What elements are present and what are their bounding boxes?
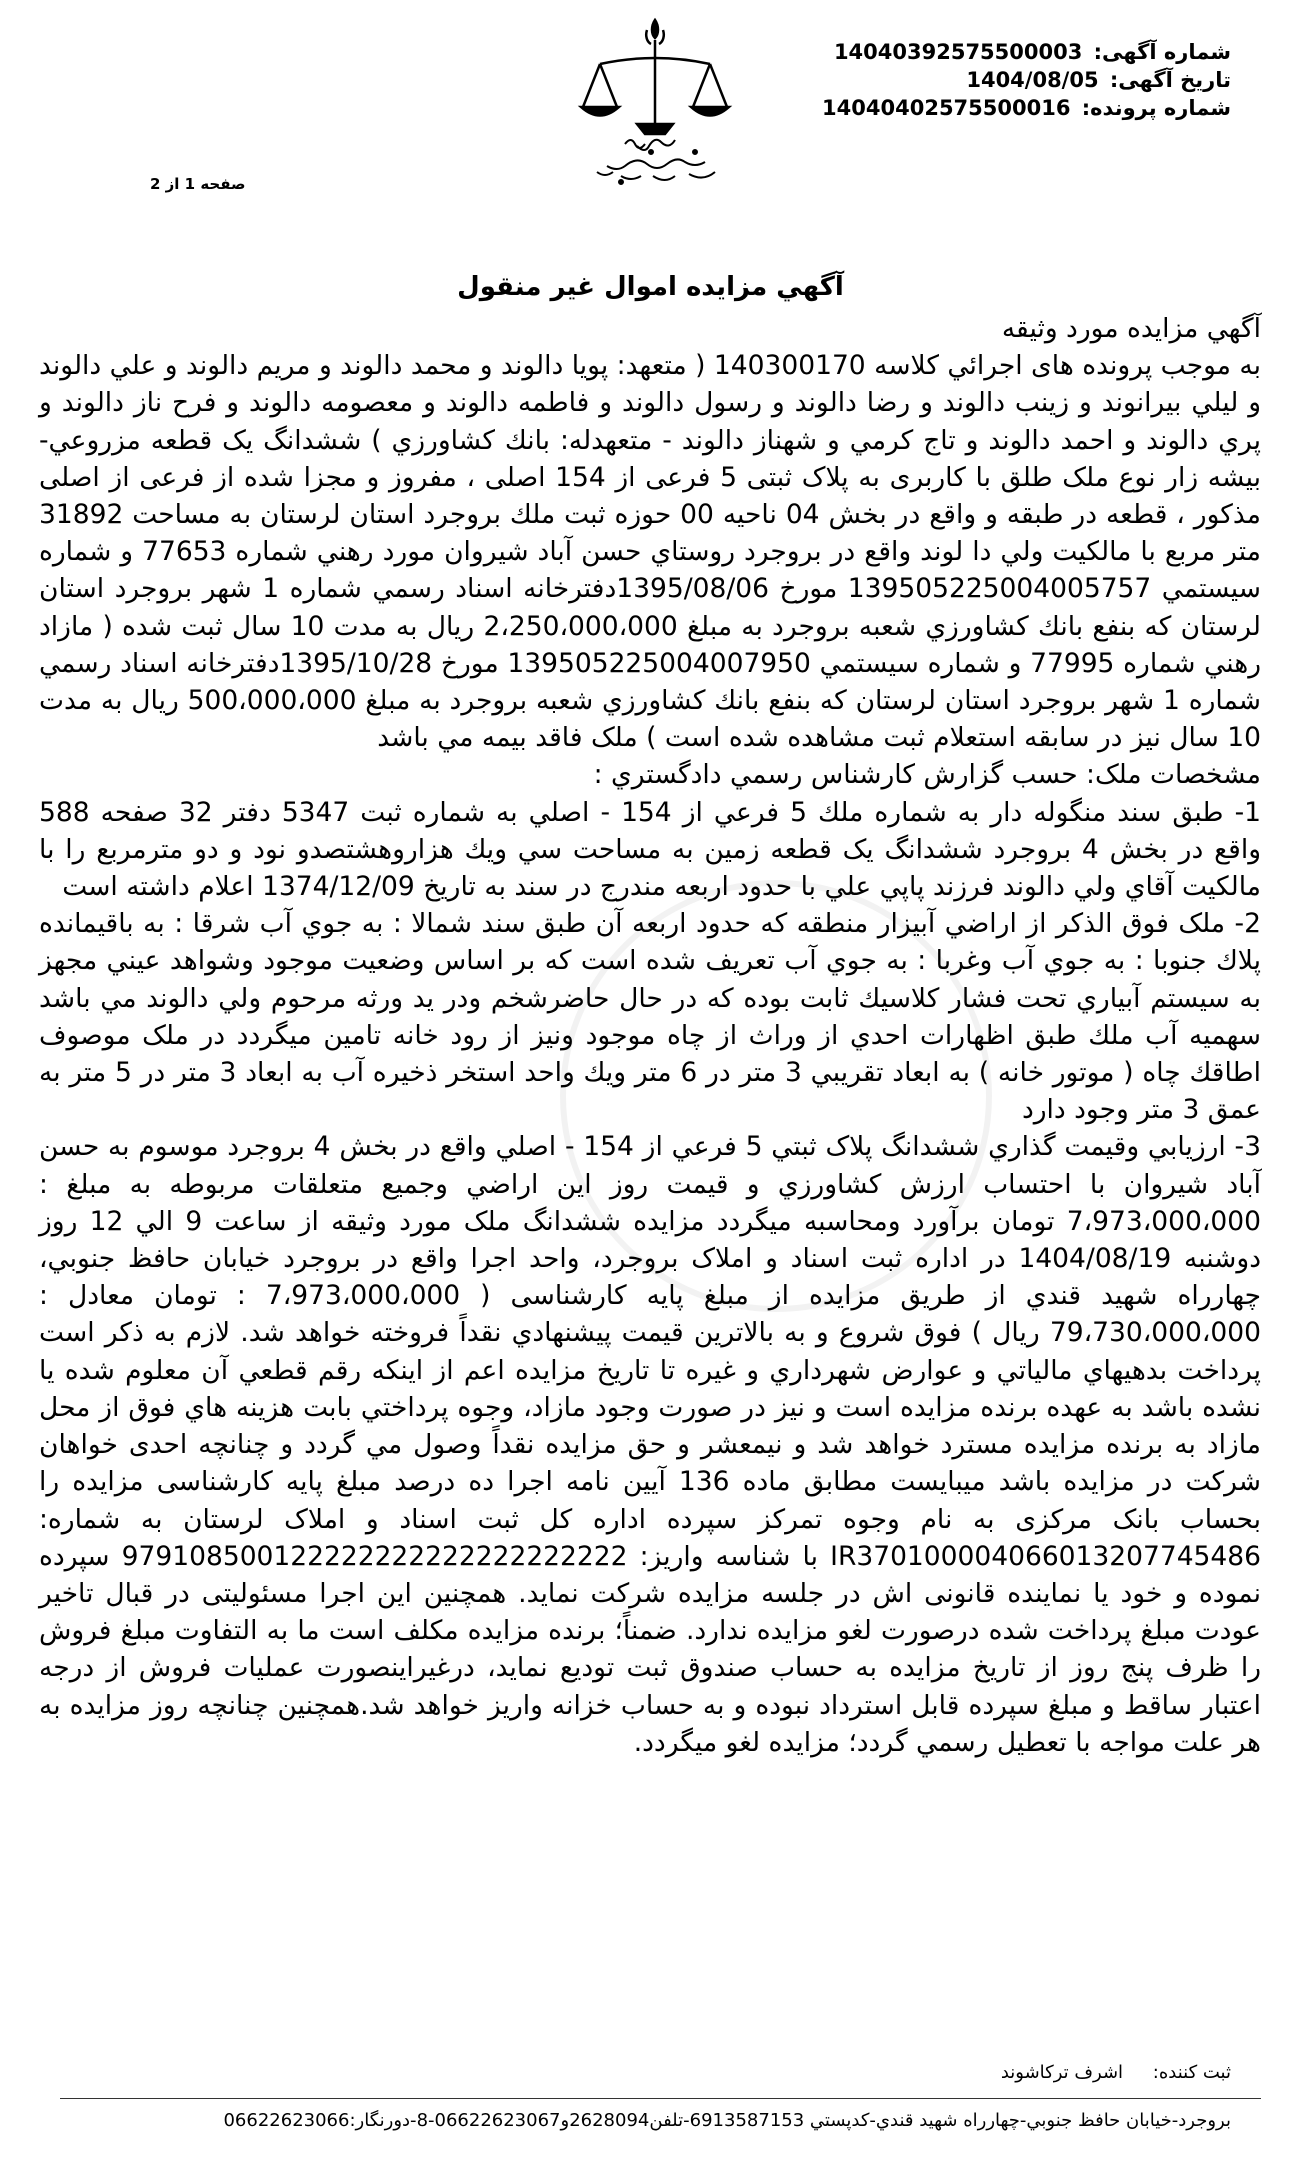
case-number-label: شماره پرونده: xyxy=(1081,96,1231,120)
page-info: صفحه 1 از 2 xyxy=(150,175,246,193)
registrar-name: اشرف تركاشوند xyxy=(1000,2062,1124,2083)
notice-subtitle: آگهي مزايده مورد وثيقه xyxy=(1001,313,1261,344)
case-number-line xyxy=(822,96,1231,120)
office-address: بروجرد-خيابان حافظ جنوبي-چهارراه شهيد قندي-كدپستي 6913587153-تلفن2628094و06622623067-8-دورنگار:06622623066 xyxy=(223,2110,1231,2131)
ad-number-line xyxy=(834,40,1231,64)
judiciary-emblem-icon xyxy=(555,12,755,212)
ad-date-line xyxy=(966,68,1231,92)
page-title: آگهي مزايده اموال غير منقول xyxy=(457,272,844,302)
case-number: 14040402575500016 xyxy=(822,96,1071,120)
registrar-line xyxy=(1001,2062,1231,2083)
paragraph-item-2: 2- ملک فوق الذكر از اراضي آبيزار منطقه كه حدود اربعه آن طبق سند شمالا : به جوي آب شرقا : به باقيمانده پلاك جنوبا : به جوي آب وغربا : به جوي آب تعريف شده است كه بر اساس وضعيت موجود وشواهد عيني مجهز به سيستم آبياري تحت فشار كلاسيك ثابت بوده كه در حال حاضرشخم ودر يد ورثه مرحوم ولي دالوند مي باشد سهميه آب ملك طبق اظهارات احدي از وراث از چاه موجود ونيز از رود خانه تامين ميگردد در ملک موصوف اطاقك چاه ( موتور خانه ) به ابعاد تقريبي 3 متر در 6 متر ويك واحد استخر ذخيره آب به ابعاد 3 متر در 5 متر به عمق 3 متر وجود دارد xyxy=(39,908,1261,1126)
ad-number: 14040392575500003 xyxy=(833,40,1083,64)
ad-number-label: شماره آگهی: xyxy=(1093,40,1231,64)
ad-date: 1404/08/05 xyxy=(966,68,1099,92)
paragraph-specs-heading: مشخصات ملک: حسب گزارش كارشناس رسمي دادگستري : xyxy=(593,759,1261,791)
ad-date-label: تاریخ آگهی: xyxy=(1109,68,1231,92)
footer-divider xyxy=(60,2098,1261,2099)
paragraph-item-3: 3- ارزيابي وقيمت گذاري ششدانگ پلاک ثبتي 5 فرعي از 154 - اصلي واقع در بخش 4 بروجرد موسوم به حسن آباد شيروان با احتساب ارزش كشاورزي و قيمت روز اين اراضي وجميع متعلقات مربوطه به مبلغ : 7،973،000،000 تومان برآورد ومحاسبه ميگردد مزايده ششدانگ ملک مورد وثيقه از ساعت 9 الي 12 روز دوشنبه 1404/08/19 در اداره ثبت اسناد و املاک بروجرد، واحد اجرا واقع در بروجرد خيابان حافظ جنوبي، چهارراه شهيد قندي از طريق مزايده از مبلغ پايه كارشناسی ( 7،973،000،000 : تومان معادل : 79،730،000،000 ريال ) فوق شروع و به بالاترين قيمت پيشنهادي نقداً فروخته خواهد شد. لازم به ذكر است پرداخت بدهيهاي مالياتي و عوارض شهرداري و غيره تا تاريخ مزايده اعم از اينكه رقم قطعي آن معلوم شده يا نشده باشد به عهده برنده مزايده است و نيز در صورت وجود مازاد، وجوه پرداختي بابت هزينه هاي فوق از محل مازاد به برنده مزايده مسترد خواهد شد و نيمعشر و حق مزايده نقداً وصول مي گردد و چنانچه احدی خواهان شركت در مزايده باشد ميبايست مطابق ماده 136 آيين نامه اجرا ده درصد مبلغ پايه كارشناسی مزايده را بحساب بانک مرکزی به نام وجوه تمرکز سپرده اداره کل ثبت اسناد و املاک لرستان به شماره: IR370100004066013207745486 با شناسه واريز: 979108500122222222222222222222 سپرده نموده و خود يا نماينده قانونی اش در جلسه مزايده شرکت نمايد. همچنين اين اجرا مسئوليتی در قبال تاخير عودت مبلغ پرداخت شده درصورت لغو مزايده ندارد. ضمناً؛ برنده مزايده مكلف است ما به التفاوت مبلغ فروش را ظرف پنج روز از تاريخ مزايده به حساب صندوق ثبت تودیع نمايد، درغيراينصورت عمليات فروش از درجه اعتبار ساقط و مبلغ سپرده قابل استرداد نبوده و به حساب خزانه واريز خواهد شد.همچنين چنانچه روز مزايده به هر علت مواجه با تعطيل رسمي گردد؛ مزايده لغو ميگردد. xyxy=(39,1131,1261,1758)
notice-body xyxy=(39,310,1261,1761)
paragraph-intro: به موجب پرونده های اجرائي كلاسه 140300170 ( متعهد: پويا دالوند و محمد دالوند و مريم دالوند و علي دالوند و ليلي بيرانوند و زينب دالوند و رضا دالوند و رسول دالوند و فاطمه دالوند و معصومه دالوند و فرح ناز دالوند و پري دالوند و احمد دالوند و تاج كرمي و شهناز دالوند - متعهدله: بانك كشاورزي ) ششدانگ يک قطعه مزروعي-بيشه زار نوع ملک طلق با کاربری به پلاک ثبتی 5 فرعی از 154 اصلی ، مفروز و مجزا شده از فرعی از اصلی مذكور ، قطعه در طبقه و واقع در بخش 04 ناحیه 00 حوزه ثبت ملك بروجرد استان لرستان به مساحت 31892 متر مربع با مالکیت ولي دا لوند واقع در بروجرد روستاي حسن آباد شيروان مورد رهني شماره 77653 و شماره سيستمي 139505225004005757 مورخ 1395/08/06دفترخانه اسناد رسمي شماره 1 شهر بروجرد استان لرستان كه بنفع بانك كشاورزي شعبه بروجرد به مبلغ 2،250،000،000 ريال به مدت 10 سال ثبت شده ( مازاد رهني شماره 77995 و شماره سيستمي 139505225004007950 مورخ 1395/10/28دفترخانه اسناد رسمي شماره 1 شهر بروجرد استان لرستان كه بنفع بانك كشاورزي شعبه بروجرد به مبلغ 500،000،000 ريال به مدت 10 سال نيز در سابقه استعلام ثبت مشاهده شده است ) ملک فاقد بيمه مي باشد xyxy=(39,350,1262,754)
registrar-label: ثبت کننده: xyxy=(1152,2062,1231,2083)
paragraph-item-1: 1- طبق سند منگوله دار به شماره ملك 5 فرعي از 154 - اصلي به شماره ثبت 5347 دفتر 32 صفحه 588 واقع در بخش 4 بروجرد ششدانگ يک قطعه زمين به مساحت سي ويك هزاروهشتصدو نود و دو مترمربع را با مالكيت آقاي ولي دالوند فرزند پاپي علي با حدود اربعه مندرج در سند به تاريخ 1374/12/09 اعلام داشته است xyxy=(39,796,1262,903)
